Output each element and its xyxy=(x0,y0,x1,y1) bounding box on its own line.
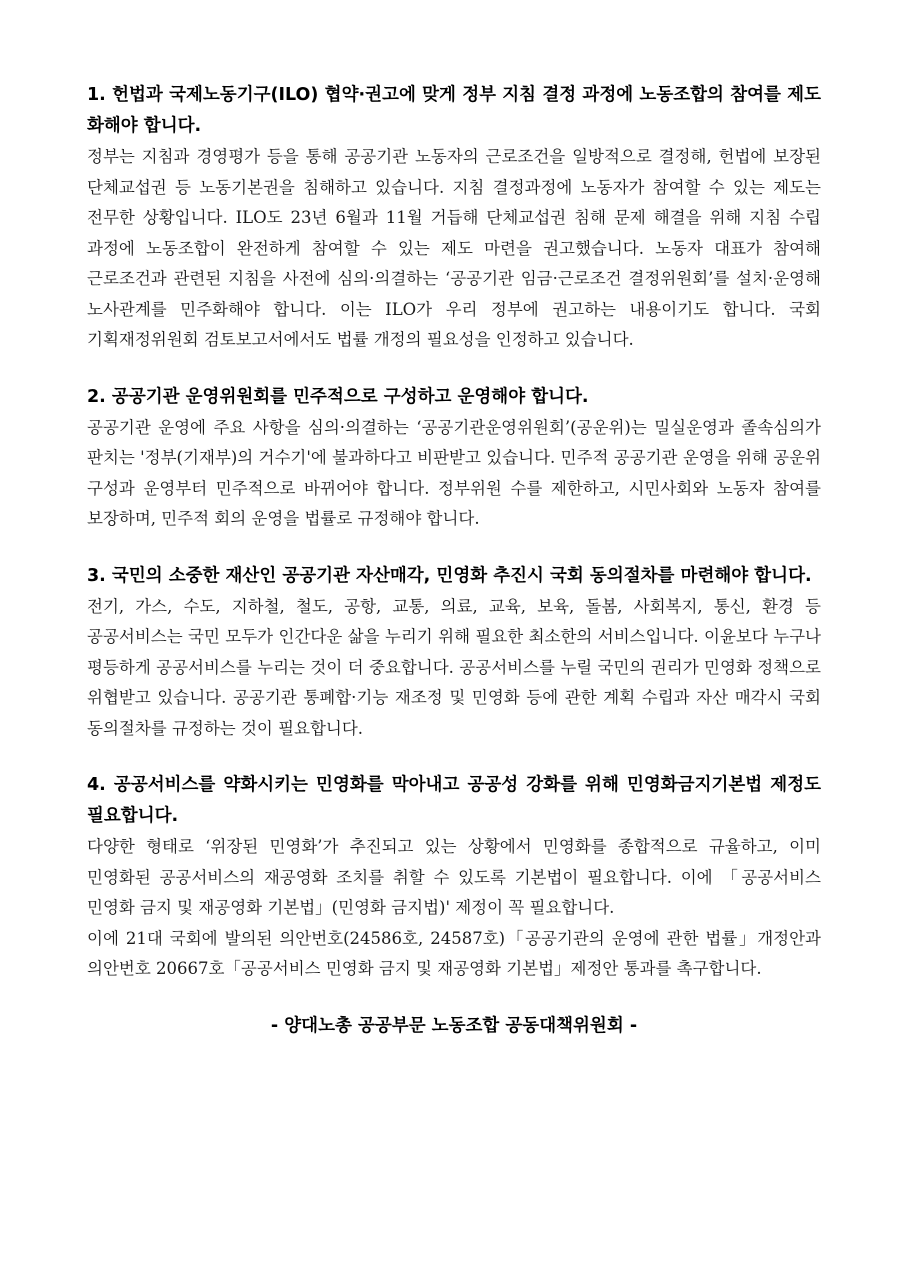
section-2 xyxy=(87,382,821,535)
section-heading: 1. 헌법과 국제노동기구(ILO) 협약·권고에 맞게 정부 지침 결정 과정에 노동조합의 참여를 제도화해야 합니다. xyxy=(87,85,821,136)
section-paragraph: 다양한 형태로 ‘위장된 민영화’가 추진되고 있는 상황에서 민영화를 종합적으로 규율하고, 이미 민영화된 공공서비스의 재공영화 조치를 취할 수 있도록 기본법이 필요합니다. 이에 「공공서비스 민영화 금지 및 재공영화 기본법」(민영화 금지법)' 제정이 꼭 필요합니다. xyxy=(87,837,821,917)
document-page xyxy=(87,80,821,1042)
signature: - 양대노총 공공부문 노동조합 공동대책위원회 - xyxy=(270,1015,638,1036)
section-3 xyxy=(87,561,821,745)
section-1 xyxy=(87,80,821,356)
section-paragraph: 이에 21대 국회에 발의된 의안번호(24586호, 24587호)「공공기관의 운영에 관한 법률」개정안과 의안번호 20667호「공공서비스 민영화 금지 및 재공영화 기본법」제정안 통과를 촉구합니다. xyxy=(87,928,821,978)
section-heading: 3. 국민의 소중한 재산인 공공기관 자산매각, 민영화 추진시 국회 동의절차를 마련해야 합니다. xyxy=(87,565,812,586)
section-heading: 2. 공공기관 운영위원회를 민주적으로 구성하고 운영해야 합니다. xyxy=(87,386,589,407)
section-paragraph: 정부는 지침과 경영평가 등을 통해 공공기관 노동자의 근로조건을 일방적으로 결정해, 헌법에 보장된 단체교섭권 등 노동기본권을 침해하고 있습니다. 지침 결정과정에 노동자가 참여할 수 있는 제도는 전무한 상황입니다. ILO도 23년 6월과 11월 거듭해 단체교섭권 침해 문제 해결을 위해 지침 수립 과정에 노동조합이 완전하게 참여할 수 있는 제도 마련을 권고했습니다. 노동자 대표가 참여해 근로조건과 관련된 지침을 사전에 심의·의결하는 ‘공공기관 임금·근로조건 결정위원회’를 설치·운영해 노사관계를 민주화해야 합니다. 이는 ILO가 우리 정부에 권고하는 내용이기도 합니다. 국회 기획재정위원회 검토보고서에서도 법률 개정의 필요성을 인정하고 있습니다. xyxy=(87,147,821,349)
section-4 xyxy=(87,770,821,985)
section-paragraph: 공공기관 운영에 주요 사항을 심의·의결하는 ‘공공기관운영위원회’(공운위)는 밀실운영과 졸속심의가 판치는 '정부(기재부)의 거수기'에 불과하다고 비판받고 있습니다. 민주적 공공기관 운영을 위해 공운위 구성과 운영부터 민주적으로 바뀌어야 합니다. 정부위원 수를 제한하고, 시민사회와 노동자 참여를 보장하며, 민주적 회의 운영을 법률로 규정해야 합니다. xyxy=(87,417,821,528)
section-heading: 4. 공공서비스를 약화시키는 민영화를 막아내고 공공성 강화를 위해 민영화금지기본법 제정도 필요합니다. xyxy=(87,775,821,826)
section-paragraph: 전기, 가스, 수도, 지하철, 철도, 공항, 교통, 의료, 교육, 보육, 돌봄, 사회복지, 통신, 환경 등 공공서비스는 국민 모두가 인간다운 삶을 누리기 위해 필요한 최소한의 서비스입니다. 이윤보다 누구나 평등하게 공공서비스를 누리는 것이 더 중요합니다. 공공서비스를 누릴 국민의 권리가 민영화 정책으로 위협받고 있습니다. 공공기관 통폐합·기능 재조정 및 민영화 등에 관한 계획 수립과 자산 매각시 국회 동의절차를 규정하는 것이 필요합니다. xyxy=(87,596,821,738)
